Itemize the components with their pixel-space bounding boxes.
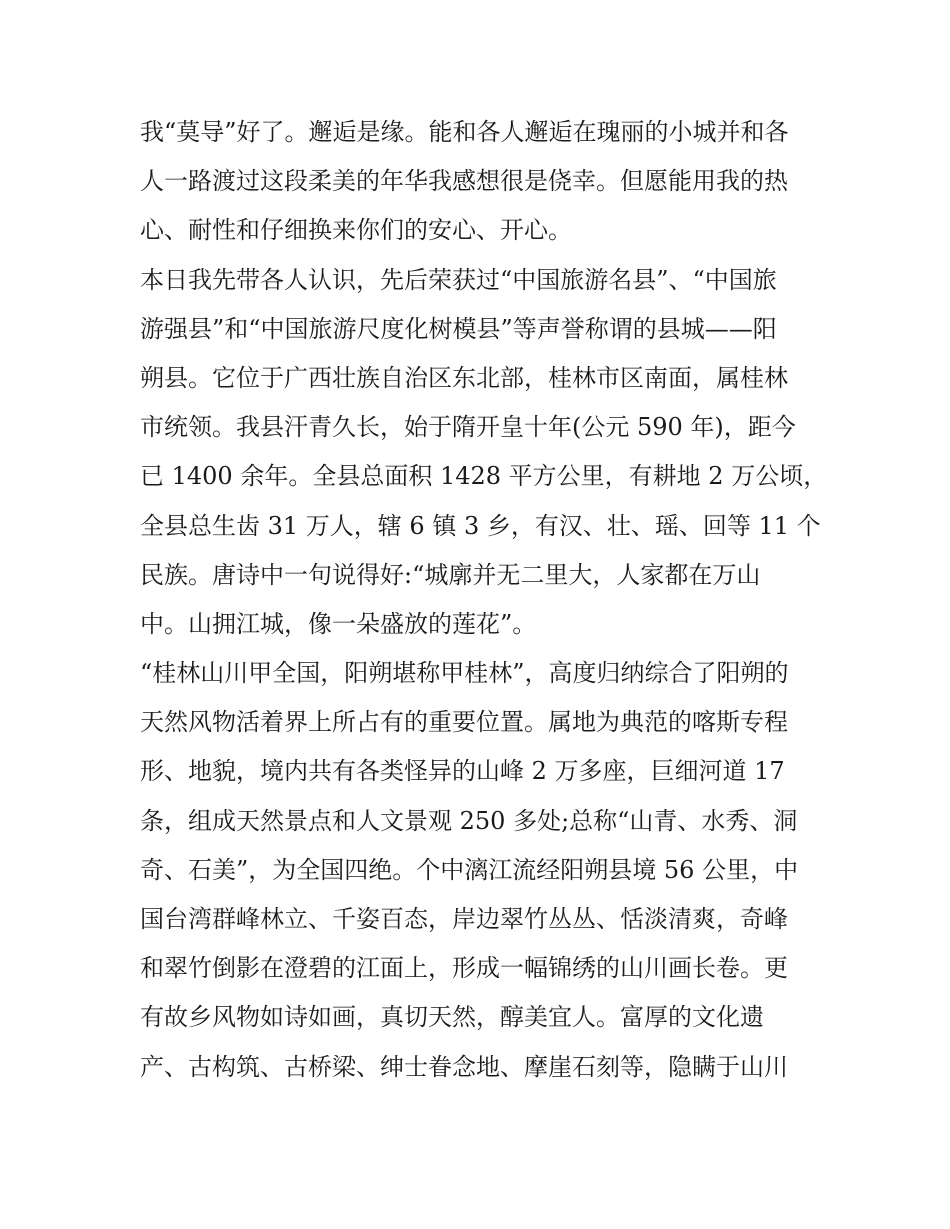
text-line: 有故乡风物如诗如画，真切天然，醇美宜人。富厚的文化遗 [140,1003,764,1032]
text-line: 国台湾群峰林立、千姿百态，岸边翠竹丛丛、恬淡清爽，奇峰 [140,905,788,933]
text-line: 和翠竹倒影在澄碧的江面上，形成一幅锦绣的山川画长卷。更 [140,954,788,983]
text-line: 市统领。我县汗青久长，始于隋开皇十年(公元 590 年)，距今 [140,413,796,442]
text-line: 产、古构筑、古桥梁、绅士眷念地、摩崖石刻等，隐瞒于山川 [140,1052,788,1081]
text-line: 游强县”和“中国旅游尺度化树模县”等声誉称谓的县城——阳 [140,314,777,343]
text-line: 天然风物活着界上所占有的重要位置。属地为典范的喀斯专程 [140,708,788,737]
text-line: 人一路渡过这段柔美的年华我感想很是侥幸。但愿能用我的热 [140,167,788,196]
text-line: 我“莫导”好了。邂逅是缘。能和各人邂逅在瑰丽的小城并和各 [140,118,789,146]
text-line: 心、耐性和仔细换来你们的安心、开心。 [140,216,572,245]
text-line: 已 1400 余年。全县总面积 1428 平方公里，有耕地 2 万公顷， [140,462,828,491]
text-line: 朔县。它位于广西壮族自治区东北部，桂林市区南面，属桂林 [140,363,788,392]
text-line: 全县总生齿 31 万人，辖 6 镇 3 乡，有汉、壮、瑶、回等 11 个 [140,511,821,540]
text-line: 形、地貌，境内共有各类怪异的山峰 2 万多座，巨细河道 17 [140,757,785,786]
text-line: 民族。唐诗中一句说得好:“城廓并无二里大，人家都在万山 [140,560,761,589]
text-line: “桂林山川甲全国，阳朔堪称甲桂林”，高度归纳综合了阳朔的 [140,659,789,688]
body-text [140,108,828,1092]
text-line: 中。山拥江城，像一朵盛放的莲花”。 [140,609,537,638]
text-line: 奇、石美”，为全国四绝。个中漓江流经阳朔县境 56 公里，中 [140,855,799,884]
text-line: 条，组成天然景点和人文景观 250 多处;总称“山青、水秀、洞 [140,806,798,835]
text-line: 本日我先带各人认识，先后荣获过“中国旅游名县”、“中国旅 [140,265,777,294]
